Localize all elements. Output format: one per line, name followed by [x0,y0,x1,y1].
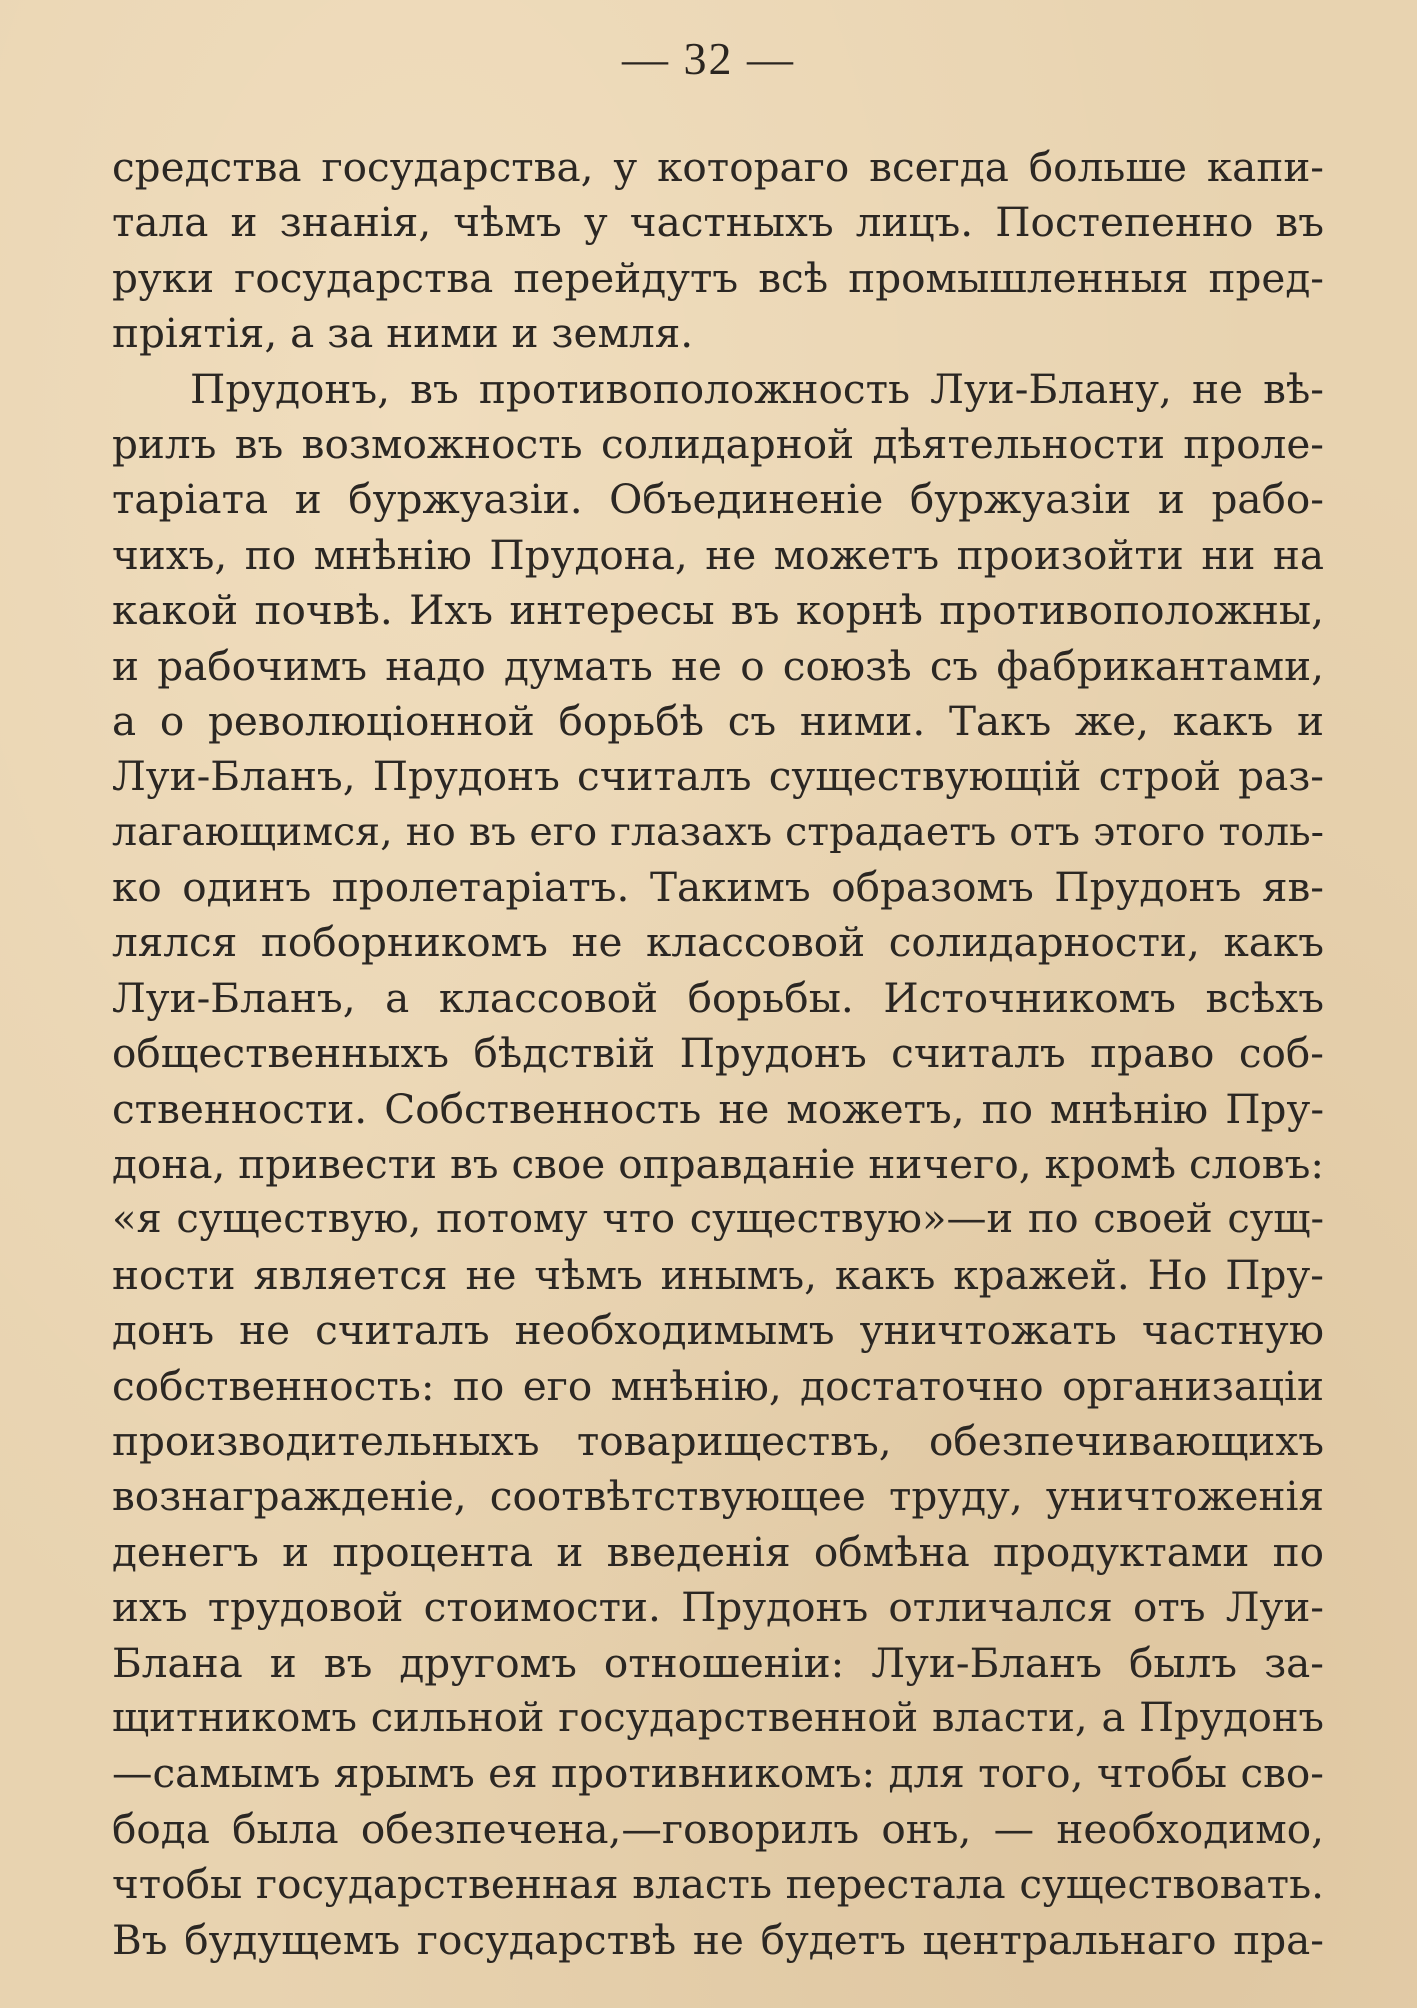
text-line: денегъ и процента и введенія обмѣна продуктами по [112,1527,1324,1576]
text-line: таріата и буржуазіи. Объединеніе буржуазіи и рабо- [112,475,1324,524]
text-line: собственность: по его мнѣнію, достаточно организаціи [112,1361,1324,1410]
text-line: Луи-Бланъ, Прудонъ считалъ существующій строй раз- [112,752,1324,801]
text-line: руки государства перейдутъ всѣ промышленныя пред- [112,253,1324,302]
text-line: ихъ трудовой стоимости. Прудонъ отличался отъ Луи- [112,1583,1324,1632]
text-line: ности является не чѣмъ инымъ, какъ кражей. Но Пру- [112,1250,1324,1299]
page-number: — 32 — [622,33,795,84]
text-line: лялся поборникомъ не классовой солидарности, какъ [112,918,1324,967]
text-line: Прудонъ, въ противоположность Луи-Блану, не вѣ- [190,364,1324,413]
text-line: Блана и въ другомъ отношеніи: Луи-Бланъ былъ за- [112,1638,1324,1687]
text-line: чихъ, по мнѣнію Прудона, не можетъ произойти ни на [112,530,1324,579]
text-line: щитникомъ сильной государственной власти, а Прудонъ [112,1694,1324,1741]
text-line: какой почвѣ. Ихъ интересы въ корнѣ противоположны, [112,586,1324,635]
text-line: а о революціонной борьбѣ съ ними. Такъ же, какъ и [112,696,1324,745]
text-line: вознагражденіе, соотвѣтствующее труду, уничтоженія [112,1472,1324,1521]
text-line: пріятія, а за ними и земля. [112,309,694,358]
text-line: «я существую, потому что существую»—и по своей сущ- [112,1196,1324,1243]
text-line: ко одинъ пролетаріатъ. Такимъ образомъ Прудонъ яв- [112,863,1324,912]
text-line: чтобы государственная власть перестала существовать. [112,1860,1324,1909]
text-line: общественныхъ бѣдствій Прудонъ считалъ право соб- [112,1029,1324,1078]
text-line: средства государства, у котораго всегда больше капи- [112,143,1324,191]
text-line: донъ не считалъ необходимымъ уничтожать частную [112,1306,1324,1355]
text-line: и рабочимъ надо думать не о союзѣ съ фабрикантами, [112,641,1324,690]
body-text [112,140,1324,1968]
text-line: Луи-Бланъ, а классовой борьбы. Источникомъ всѣхъ [112,973,1324,1022]
text-line: лагающимся, но въ его глазахъ страдаетъ отъ этого толь- [112,808,1324,855]
text-line: рилъ въ возможность солидарной дѣятельности проле- [112,419,1324,468]
text-line: дона, привести въ свое оправданіе ничего, кромѣ словъ: [112,1140,1324,1189]
text-line: Въ будущемъ государствѣ не будетъ центральнаго пра- [112,1915,1324,1964]
text-line: ственности. Собственность не можетъ, по мнѣнію Пру- [112,1084,1324,1133]
text-line: бода была обезпечена,—говорилъ онъ, — необходимо, [112,1804,1324,1853]
text-line: —самымъ ярымъ ея противникомъ: для того, чтобы сво- [112,1749,1324,1798]
text-line: производительныхъ товариществъ, обезпечивающихъ [112,1416,1324,1465]
text-line: тала и знанія, чѣмъ у частныхъ лицъ. Постепенно въ [112,198,1324,247]
